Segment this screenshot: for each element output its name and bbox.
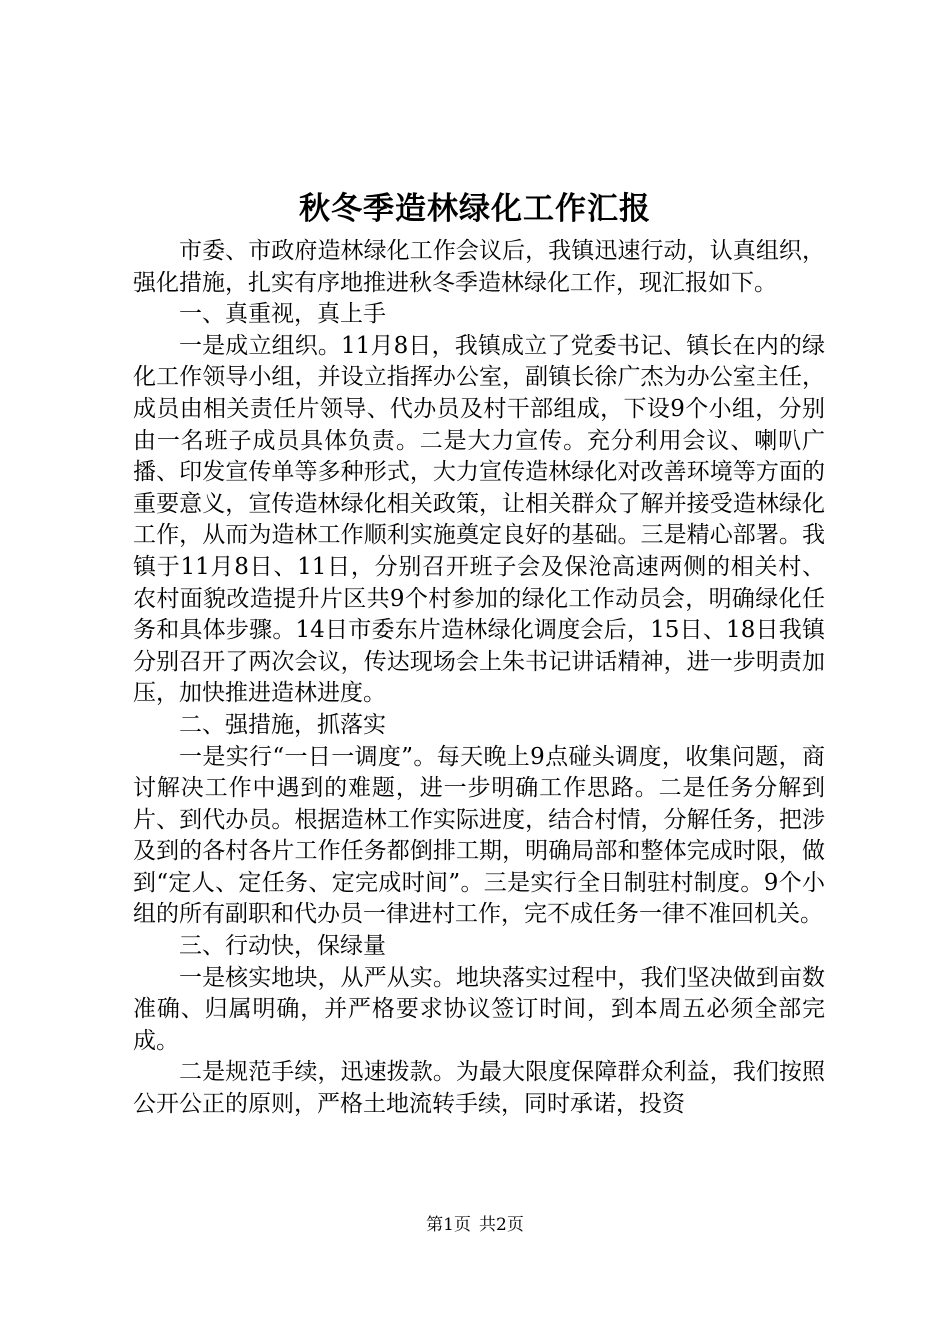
page-number-current: 第1页 bbox=[426, 1215, 471, 1235]
section-3-paragraph-1: 一是核实地块，从严从实。地块落实过程中，我们坚决做到亩数准确、归属明确，并严格要求协议签订时间，到本周五必须全部完成。 bbox=[133, 964, 825, 1054]
document-title: 秋冬季造林绿化工作汇报 bbox=[299, 191, 651, 227]
page-number-total: 共2页 bbox=[479, 1215, 524, 1235]
section-3-paragraph-2: 二是规范手续，迅速拨款。为最大限度保障群众利益，我们按照公开公正的原则，严格土地流转手续，同时承诺，投资 bbox=[133, 1059, 825, 1118]
section-2-paragraph: 一是实行“一日一调度”。每天晚上9点碰头调度，收集问题，商讨解决工作中遇到的难题，进一步明确工作思路。二是任务分解到片、到代办员。根据造林工作实际进度，结合村情，分解任务，把涉及到的各村各片工作任务都倒排工期，明确局部和整体完成时限，做到“定人、定任务、定完成时间”。三是实行全日制驻村制度。9个小组的所有副职和代办员一律进村工作，完不成任务一律不准回机关。 bbox=[133, 743, 825, 928]
document-body bbox=[133, 236, 825, 1121]
page-footer bbox=[0, 1213, 950, 1237]
section-heading-1: 一、真重视，真上手 bbox=[179, 301, 386, 328]
section-1-paragraph: 一是成立组织。11月8日，我镇成立了党委书记、镇长在内的绿化工作领导小组，并设立指挥办公室，副镇长徐广杰为办公室主任，成员由相关责任片领导、代办员及村干部组成，下设9个小组，分别由一名班子成员具体负责。二是大力宣传。充分利用会议、喇叭广播、印发宣传单等多种形式，大力宣传造林绿化对改善环境等方面的重要意义，宣传造林绿化相关政策，让相关群众了解并接受造林绿化工作，从而为造林工作顺利实施奠定良好的基础。三是精心部署。我镇于11月8日、11日，分别召开班子会及保沧高速两侧的相关村、农村面貌改造提升片区共9个村参加的绿化工作动员会，明确绿化任务和具体步骤。14日市委东片造林绿化调度会后，15日、18日我镇分别召开了两次会议，传达现场会上朱书记讲话精神，进一步明责加压，加快推进造林进度。 bbox=[133, 332, 825, 707]
section-heading-2: 二、强措施，抓落实 bbox=[179, 711, 386, 738]
section-heading-3: 三、行动快，保绿量 bbox=[179, 933, 386, 960]
intro-paragraph: 市委、市政府造林绿化工作会议后，我镇迅速行动，认真组织，强化措施，扎实有序地推进秋冬季造林绿化工作，现汇报如下。 bbox=[133, 238, 825, 296]
